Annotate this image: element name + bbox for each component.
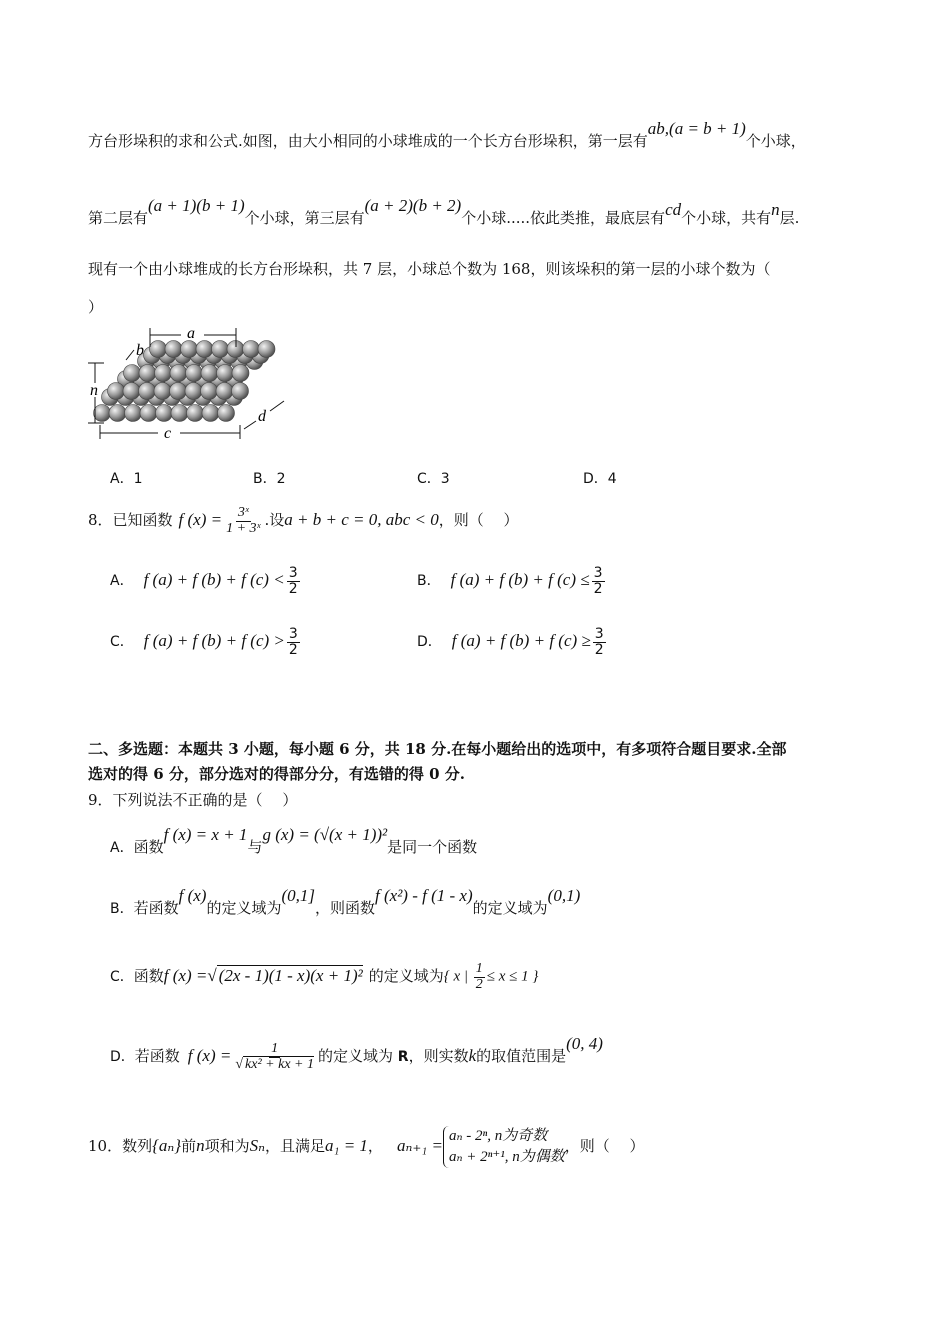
- q8-text: .设: [264, 511, 285, 530]
- option-letter: C．: [417, 471, 441, 487]
- ball: [218, 405, 235, 422]
- ball: [139, 383, 156, 400]
- q8-option-c[interactable]: [110, 627, 302, 657]
- ball: [201, 383, 218, 400]
- ball: [125, 405, 142, 422]
- ball: [123, 383, 140, 400]
- section2-header-line1: 二、多选题：本题共 3 小题，每小题 6 分，共 18 分.在每小题给出的选项中，有多项符合题目要求.全部: [88, 740, 787, 758]
- q7-line3: 现有一个由小球堆成的长方台形垛积，共 7 层，小球总个数为 168，则该垛积的第一层的小球个数为（: [88, 260, 771, 278]
- option-text: 3: [440, 471, 450, 487]
- q10-stem: [88, 1126, 645, 1168]
- q7-math-bottom: cd: [665, 200, 682, 219]
- q10-seq: {aₙ}: [152, 1136, 182, 1155]
- frac-num: 3: [594, 626, 604, 642]
- option-text: 的定义域为: [206, 899, 282, 917]
- option-text: 与: [247, 838, 263, 856]
- q8-number: 8．已知函数: [88, 511, 173, 530]
- q7-text: 层.: [779, 209, 800, 227]
- option-expr: f (a) + f (b) + f (c) ≥: [451, 631, 591, 651]
- q8-text: ，则（ ）: [438, 511, 519, 530]
- q7-text: 方台形垛积的求和公式.如图，由大小相同的小球堆成的一个长方台形垛积，第一层有: [88, 132, 648, 150]
- q10-text: 项和为: [204, 1137, 250, 1155]
- frac-num: 1: [475, 961, 483, 976]
- q7-math-first-layer: ab,(a = b + 1): [647, 119, 746, 138]
- option-text: ，则函数: [315, 899, 376, 917]
- option-text-r: R: [397, 1049, 409, 1066]
- label-b: b: [136, 342, 144, 359]
- option-letter: B．: [110, 901, 134, 917]
- ball: [196, 341, 213, 358]
- ball: [140, 405, 157, 422]
- option-letter: D．: [110, 1049, 135, 1066]
- q10-text: ，且满足: [265, 1137, 326, 1155]
- q10-sn: Sₙ: [249, 1136, 266, 1155]
- ball: [139, 365, 156, 382]
- q10-text: 10．数列: [88, 1137, 153, 1155]
- option-math: f (x): [178, 886, 207, 905]
- option-math: f (x) =: [187, 1046, 232, 1066]
- ball: [171, 405, 188, 422]
- q7-text: 个小球，: [745, 132, 806, 150]
- ball-pile: [94, 341, 276, 422]
- option-letter: B．: [253, 471, 277, 487]
- option-text: ，则实数: [408, 1047, 469, 1066]
- ball: [155, 365, 172, 382]
- q10-text: ，: [367, 1137, 383, 1155]
- option-letter: A．: [110, 840, 134, 856]
- frac-den: 2: [288, 641, 298, 658]
- option-text: 函数: [133, 838, 164, 856]
- option-text: 2: [276, 471, 286, 487]
- label-c: c: [164, 425, 172, 442]
- option-expr: f (a) + f (b) + f (c) >: [143, 631, 285, 651]
- ball: [201, 365, 218, 382]
- option-letter: D．: [583, 471, 608, 487]
- q10-case-even: aₙ + 2ⁿ⁺¹, n为偶数: [448, 1149, 565, 1165]
- label-d: d: [258, 408, 266, 425]
- section2-header-line2: 选对的得 6 分，部分选对的得部分分，有选错的得 0 分.: [88, 765, 465, 783]
- option-text: 的取值范围是: [476, 1047, 567, 1066]
- frac-num: 3: [288, 565, 298, 581]
- ball: [170, 383, 187, 400]
- frac-den: 2: [594, 641, 604, 658]
- option-text: 是同一个函数: [387, 838, 478, 856]
- q10-recursion-lhs: aₙ₊₁ =: [396, 1136, 443, 1155]
- q7-math-third-layer: (a + 2)(b + 2): [364, 196, 462, 215]
- sqrt-sign: √: [207, 966, 217, 986]
- option-math: (0, 4): [566, 1034, 603, 1054]
- option-frac: [287, 566, 300, 596]
- option-expr: f (a) + f (b) + f (c) ≤: [450, 570, 590, 590]
- option-text: 函数: [133, 967, 164, 986]
- option-text: 若函数: [133, 899, 179, 917]
- frac-den: 2: [288, 580, 298, 597]
- ball: [232, 365, 249, 382]
- label-a: a: [187, 325, 195, 342]
- ball: [181, 341, 198, 358]
- q10-n: n: [196, 1136, 205, 1155]
- q7-line1: [88, 119, 806, 151]
- option-letter: B．: [417, 573, 441, 590]
- ball: [124, 365, 141, 382]
- option-letter: C．: [110, 969, 134, 986]
- option-math-radicand: (2x - 1)(1 - x)(x + 1)²: [218, 966, 363, 986]
- option-letter: D．: [417, 634, 442, 651]
- q10-case-odd: aₙ - 2ⁿ, n为奇数: [448, 1128, 548, 1144]
- set-expression: { x | $\frac{1}{2}$ ≤ x ≤ 1 }: [443, 961, 539, 992]
- q9-option-a[interactable]: [110, 825, 478, 857]
- option-frac: [233, 1042, 316, 1072]
- q8-func-frac: [224, 506, 262, 536]
- q8-condition: a + b + c = 0, abc < 0: [284, 510, 439, 530]
- q10-a1: a₁ = 1: [325, 1136, 368, 1155]
- option-frac: [287, 627, 300, 657]
- q9-option-c[interactable]: [110, 962, 538, 992]
- ball: [170, 365, 187, 382]
- option-text: 4: [607, 471, 617, 487]
- ball: [185, 383, 202, 400]
- option-text: 的定义域为: [472, 899, 548, 917]
- q8-option-d[interactable]: [417, 627, 608, 657]
- q8-option-a[interactable]: [110, 566, 302, 596]
- q7-math-n: n: [771, 200, 780, 219]
- q7-line4: ）: [88, 298, 104, 316]
- frac-num: 3ˣ: [237, 505, 249, 520]
- q10-text: 前: [181, 1137, 197, 1155]
- q7-option-c[interactable]: [417, 468, 450, 488]
- frac-den: 1 + 3ˣ: [226, 520, 261, 536]
- ball: [202, 405, 219, 422]
- option-math: (0,1): [547, 886, 581, 905]
- option-text: 若函数: [134, 1047, 180, 1066]
- q9-option-b[interactable]: [110, 886, 581, 918]
- option-text: 的定义域为: [368, 967, 444, 986]
- option-frac: [593, 627, 606, 657]
- ball: [165, 341, 182, 358]
- option-math: f (x) = x + 1: [163, 825, 248, 844]
- q8-func-lhs: f (x) =: [178, 510, 223, 530]
- label-n: n: [90, 382, 98, 399]
- ball: [217, 365, 234, 382]
- ball: [108, 383, 125, 400]
- q10-text: ，则（ ）: [564, 1137, 645, 1155]
- ball: [186, 365, 203, 382]
- q7-line2: [88, 196, 800, 228]
- q7-option-a[interactable]: [110, 468, 143, 488]
- frac-num: 3: [288, 626, 298, 642]
- ball: [232, 383, 249, 400]
- frac-den: √ kx² + kx + 1: [235, 1056, 314, 1072]
- ball: [187, 405, 204, 422]
- q9-stem: 9．下列说法不正确的是（ ）: [88, 791, 298, 809]
- q7-text: 个小球.....依此类推，最底层有: [461, 209, 666, 227]
- set-rest: ≤ x ≤ 1: [486, 968, 529, 985]
- option-math: f (x²) - f (1 - x): [375, 886, 473, 905]
- frac-den: 2: [593, 580, 603, 597]
- ball: [150, 341, 167, 358]
- option-math: f (x) =: [163, 966, 208, 986]
- ball: [154, 383, 171, 400]
- q7-text: 个小球，共有: [681, 209, 772, 227]
- q10-piecewise: [443, 1126, 565, 1168]
- q7-option-d[interactable]: [583, 468, 617, 488]
- frac-num: 3: [593, 565, 603, 581]
- option-expr: f (a) + f (b) + f (c) <: [143, 570, 285, 590]
- q7-text: 第二层有: [88, 209, 149, 227]
- ball: [156, 405, 173, 422]
- set-frac: [474, 962, 485, 992]
- ball: [243, 341, 260, 358]
- q9-option-d[interactable]: [110, 1034, 603, 1072]
- option-letter: A．: [110, 573, 134, 590]
- option-frac: [592, 566, 605, 596]
- ball: [212, 341, 229, 358]
- q8-option-b[interactable]: [417, 566, 607, 596]
- frac-den: 2: [475, 976, 483, 992]
- ball: [94, 405, 111, 422]
- q8-stem: [88, 506, 519, 536]
- ball: [216, 383, 233, 400]
- set-var: x: [453, 968, 461, 985]
- ball: [258, 341, 275, 358]
- option-letter: C．: [110, 634, 134, 651]
- ball: [109, 405, 126, 422]
- frac-den-radicand: kx² + kx + 1: [245, 1056, 314, 1072]
- frac-num: 1: [271, 1041, 279, 1056]
- option-math-k: k: [468, 1046, 477, 1066]
- option-letter: A．: [110, 471, 134, 487]
- option-text: 的定义域为: [318, 1047, 398, 1066]
- option-math: g (x) = (√(x + 1))²: [262, 825, 388, 844]
- q7-math-second-layer: (a + 1)(b + 1): [148, 196, 245, 215]
- option-math: (0,1]: [281, 886, 316, 905]
- option-text: 1: [133, 471, 143, 487]
- q7-text: 个小球，第三层有: [244, 209, 365, 227]
- stacked-balls-figure: [86, 325, 296, 445]
- q7-option-b[interactable]: [253, 468, 286, 488]
